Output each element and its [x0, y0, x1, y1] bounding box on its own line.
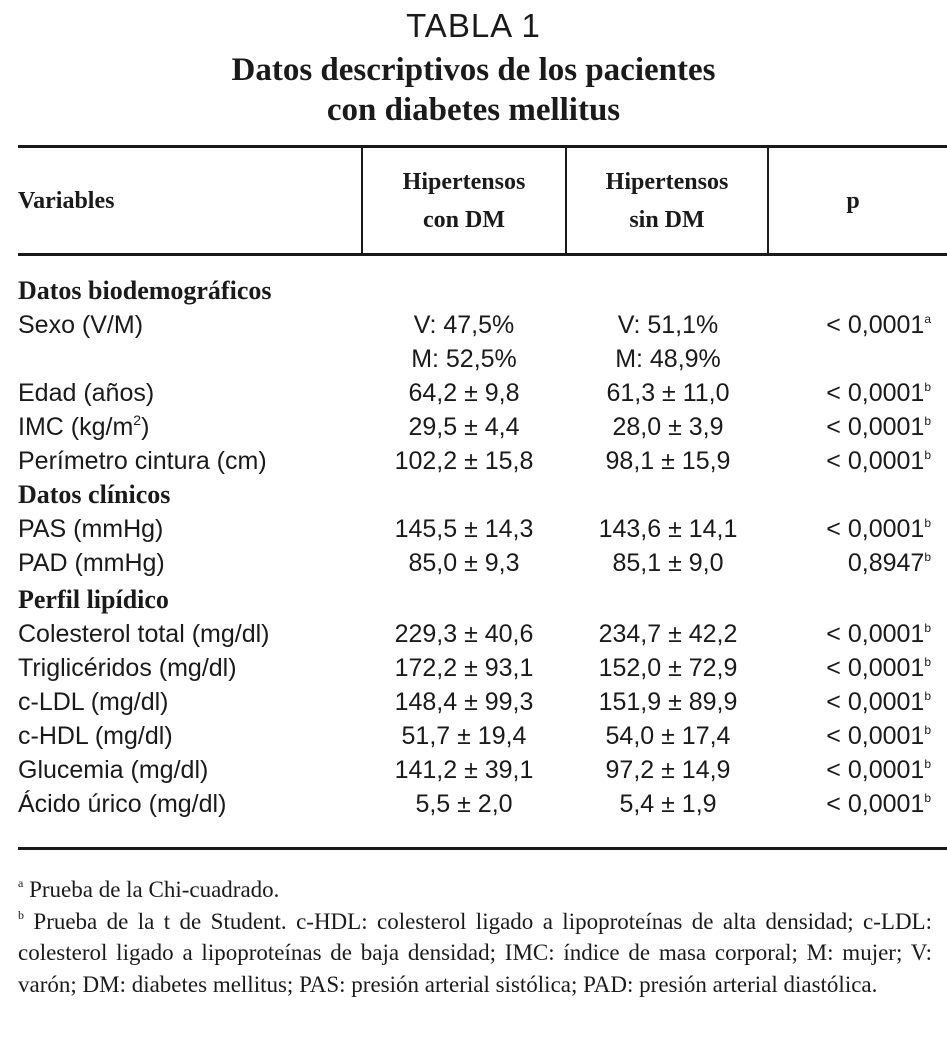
p-value: < 0,0001 [826, 688, 925, 716]
table-header-rule [18, 253, 947, 256]
header-variables: Variables [18, 187, 115, 214]
section-heading: Datos biodemográficos [18, 276, 272, 305]
header-sin-dm [567, 148, 767, 253]
cell-sin-dm: 54,0 ± 17,4 [605, 722, 731, 750]
footnote-mark: b [924, 516, 931, 530]
cell-con-dm: M: 52,5% [411, 345, 517, 373]
cell-p [770, 410, 931, 444]
footnote-mark: b [924, 757, 931, 771]
section-heading: Datos clínicos [18, 480, 171, 509]
cell-p [770, 376, 931, 410]
cell-p [770, 308, 931, 342]
footnote-mark: b [924, 550, 931, 564]
p-value: < 0,0001 [826, 722, 925, 750]
cell-variable: Edad (años) [18, 379, 155, 407]
p-value: < 0,0001 [826, 654, 925, 682]
cell-variable: Triglicéridos (mg/dl) [18, 654, 237, 682]
variable-text: IMC (kg/m [18, 413, 134, 441]
footnote-mark: b [924, 380, 931, 394]
table-row [18, 308, 947, 342]
superscript: 2 [133, 412, 142, 428]
section-heading: Perfil lipídico [18, 585, 169, 614]
cell-sin-dm: 151,9 ± 89,9 [598, 688, 738, 716]
table-row [18, 753, 947, 787]
footnote-mark: b [924, 791, 931, 805]
cell-variable: PAS (mmHg) [18, 515, 164, 543]
footnote-a-text: Prueba de la Chi-cuadrado. [23, 877, 280, 902]
p-value: < 0,0001 [826, 379, 925, 407]
table-row [18, 685, 947, 719]
cell-p [770, 753, 931, 787]
table-title-line1: Datos descriptivos de los pacientes [231, 52, 716, 88]
cell-sin-dm: 28,0 ± 3,9 [612, 413, 724, 441]
cell-variable: Ácido úrico (mg/dl) [18, 790, 227, 818]
footnote-a [18, 874, 932, 906]
cell-p [770, 444, 931, 478]
table-footnotes [18, 874, 932, 1000]
table-label: TABLA 1 [406, 7, 541, 44]
footnote-mark: b [924, 621, 931, 635]
cell-sin-dm: 152,0 ± 72,9 [598, 654, 738, 682]
cell-p [770, 512, 931, 546]
cell-con-dm: 148,4 ± 99,3 [394, 688, 534, 716]
cell-variable: c-HDL (mg/dl) [18, 722, 173, 750]
cell-sin-dm: M: 48,9% [615, 345, 721, 373]
table-row [18, 444, 947, 478]
cell-sin-dm: 5,4 ± 1,9 [619, 790, 717, 818]
table-row [18, 651, 947, 685]
header-con-dm-line2: con DM [423, 206, 505, 233]
cell-con-dm: 145,5 ± 14,3 [394, 515, 534, 543]
cell-sin-dm: 98,1 ± 15,9 [605, 447, 731, 475]
cell-con-dm: 64,2 ± 9,8 [408, 379, 520, 407]
p-value: < 0,0001 [826, 790, 925, 818]
cell-variable: Perímetro cintura (cm) [18, 447, 267, 475]
cell-con-dm: 229,3 ± 40,6 [394, 620, 534, 648]
cell-sin-dm: 234,7 ± 42,2 [598, 620, 738, 648]
cell-con-dm: 51,7 ± 19,4 [401, 722, 527, 750]
cell-variable: Colesterol total (mg/dl) [18, 620, 270, 648]
p-value: < 0,0001 [826, 756, 925, 784]
footnote-mark: b [924, 414, 931, 428]
cell-sin-dm: 85,1 ± 9,0 [612, 549, 724, 577]
footnote-mark: a [18, 876, 24, 890]
footnote-mark: a [924, 312, 931, 326]
cell-con-dm: 5,5 ± 2,0 [415, 790, 513, 818]
cell-sin-dm: 97,2 ± 14,9 [605, 756, 731, 784]
cell-p [770, 719, 931, 753]
footnote-b [18, 906, 932, 1001]
cell-con-dm: 141,2 ± 39,1 [394, 756, 534, 784]
table-row [18, 376, 947, 410]
cell-sin-dm: 143,6 ± 14,1 [598, 515, 738, 543]
footnote-b-text: Prueba de la t de Student. c-HDL: colesterol ligado a lipoproteínas de alta densidad; c-LDL: colesterol ligado a lipoproteínas de baja densidad; IMC: índice de masa corporal; M: mujer; V: varón; DM: diabetes mellitus; PAS: presión arterial sistólica; PAD: presión arterial diastólica. [18, 908, 932, 997]
cell-sin-dm: 61,3 ± 11,0 [606, 379, 730, 407]
variable-text-end: ) [141, 413, 150, 441]
cell-con-dm: 172,2 ± 93,1 [394, 654, 534, 682]
p-value: < 0,0001 [826, 311, 925, 339]
cell-variable [18, 410, 149, 444]
cell-variable: Sexo (V/M) [18, 311, 144, 339]
footnote-mark: b [18, 907, 24, 922]
table-row [18, 787, 947, 821]
cell-variable: Glucemia (mg/dl) [18, 756, 209, 784]
cell-p [770, 546, 931, 580]
header-sin-dm-line2: sin DM [629, 206, 705, 233]
table-bottom-rule [18, 847, 947, 850]
table-row [18, 342, 947, 376]
cell-sin-dm: V: 51,1% [617, 311, 719, 339]
table-row [18, 719, 947, 753]
table-row [18, 512, 947, 546]
footnote-mark: b [924, 448, 931, 462]
cell-p [770, 617, 931, 651]
table-row [18, 617, 947, 651]
header-con-dm [363, 148, 565, 253]
cell-p [770, 787, 931, 821]
header-con-dm-line1: Hipertensos [402, 168, 526, 195]
cell-con-dm: V: 47,5% [413, 311, 515, 339]
cell-p [770, 651, 931, 685]
p-value: < 0,0001 [826, 413, 925, 441]
cell-p [770, 685, 931, 719]
cell-con-dm: 85,0 ± 9,3 [408, 549, 520, 577]
p-value: < 0,0001 [826, 515, 925, 543]
cell-con-dm: 102,2 ± 15,8 [394, 447, 534, 475]
footnote-mark: b [924, 723, 931, 737]
table-row [18, 410, 947, 444]
p-value: 0,8947 [847, 549, 925, 577]
table-title [0, 50, 947, 130]
cell-variable: PAD (mmHg) [18, 549, 165, 577]
footnote-mark: b [924, 689, 931, 703]
table-row [18, 546, 947, 580]
cell-variable: c-LDL (mg/dl) [18, 688, 169, 716]
footnote-mark: b [924, 655, 931, 669]
header-p: p [846, 187, 860, 214]
p-value: < 0,0001 [826, 447, 925, 475]
cell-con-dm: 29,5 ± 4,4 [408, 413, 520, 441]
p-value: < 0,0001 [826, 620, 925, 648]
header-sin-dm-line1: Hipertensos [605, 168, 729, 195]
table-title-line2: con diabetes mellitus [326, 92, 621, 128]
